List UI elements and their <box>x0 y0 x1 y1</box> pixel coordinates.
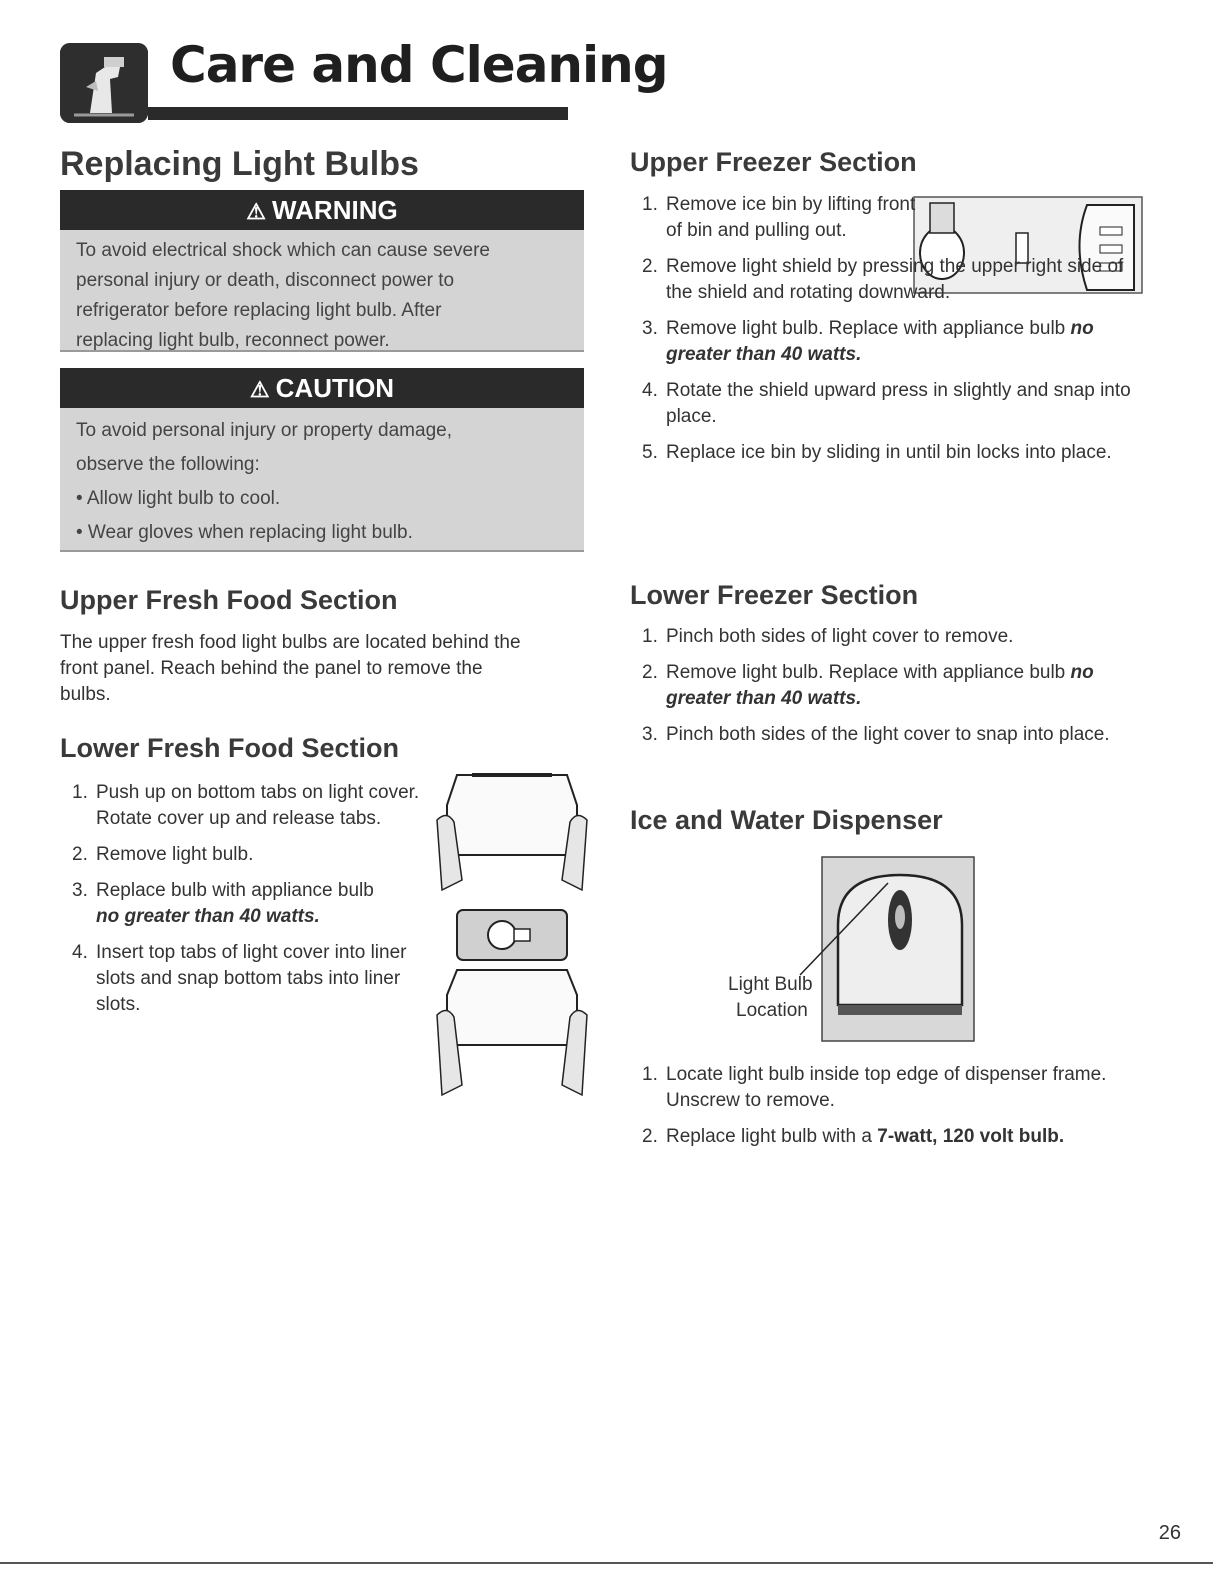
step-number: 2. <box>642 256 658 277</box>
list-item <box>60 940 435 1018</box>
callout-location: Location <box>736 1000 808 1021</box>
spray-cleaner-icon <box>60 43 148 123</box>
step-text: Pinch both sides of light cover to remove. <box>666 626 1014 647</box>
caution-line: observe the following: <box>76 454 260 475</box>
page-number: 26 <box>1158 1522 1181 1544</box>
warning-heading-bar <box>60 190 584 230</box>
page-header-title: Care and Cleaning <box>170 36 668 94</box>
step-text: Remove ice bin by lifting front of bin and pulling out. <box>666 194 916 241</box>
header-underline <box>148 107 568 120</box>
warning-box <box>60 190 584 352</box>
callout-light-bulb: Light Bulb <box>728 974 813 995</box>
upper-freezer-steps <box>630 192 1150 476</box>
step-text: Replace bulb with appliance bulb <box>96 880 374 901</box>
step-number: 3. <box>642 318 658 339</box>
step-text: Remove light bulb. <box>96 844 254 865</box>
step-text: Push up on bottom tabs on light cover. Rotate cover up and release tabs. <box>96 782 420 829</box>
main-title: Replacing Light Bulbs <box>60 145 419 183</box>
upper-freezer-heading: Upper Freezer Section <box>630 147 917 177</box>
step-emphasis: no greater than 40 watts. <box>666 318 1094 365</box>
dispenser-steps <box>630 1062 1150 1160</box>
step-number: 2. <box>72 844 88 865</box>
step-number: 3. <box>642 724 658 745</box>
step-number: 2. <box>642 662 658 683</box>
step-text: Replace ice bin by sliding in until bin locks into place. <box>666 442 1112 463</box>
list-item <box>60 780 435 832</box>
list-item <box>630 1124 1150 1150</box>
warning-triangle-icon: ⚠ <box>246 199 267 224</box>
step-emphasis: no greater than 40 watts. <box>96 906 320 927</box>
step-emphasis: 7-watt, 120 volt bulb. <box>877 1126 1065 1147</box>
upper-fresh-heading: Upper Fresh Food Section <box>60 585 398 615</box>
upper-fresh-line: The upper fresh food light bulbs are located behind the <box>60 632 521 653</box>
step-text: Locate light bulb inside top edge of dispenser frame. Unscrew to remove. <box>666 1064 1107 1111</box>
page-bottom-rule <box>0 1562 1213 1564</box>
step-text: Rotate the shield upward press in slightly and snap into place. <box>666 380 1131 427</box>
list-item <box>630 192 916 244</box>
step-number: 4. <box>72 942 88 963</box>
list-item <box>630 1062 1150 1114</box>
step-text: Remove light shield by pressing the upper right side of the shield and rotating downward. <box>666 256 1124 303</box>
warning-line: replacing light bulb, reconnect power. <box>76 330 390 351</box>
step-text: Remove light bulb. Replace with appliance bulb <box>666 662 1066 683</box>
list-item <box>630 316 1150 368</box>
step-emphasis: no greater than 40 watts. <box>666 662 1094 709</box>
list-item <box>630 624 1150 650</box>
lower-fresh-heading: Lower Fresh Food Section <box>60 733 400 763</box>
caution-line: To avoid personal injury or property damage, <box>76 420 452 441</box>
step-text: Replace light bulb with a <box>666 1126 872 1147</box>
lower-fresh-steps <box>60 780 435 1028</box>
light-cover-removal-illustration <box>432 760 592 1105</box>
step-text: Remove light bulb. Replace with appliance bulb <box>666 318 1066 339</box>
warning-heading: WARNING <box>272 195 398 225</box>
lower-freezer-steps <box>630 624 1150 758</box>
caution-box <box>60 368 584 552</box>
caution-line: • Wear gloves when replacing light bulb. <box>76 522 413 543</box>
caution-heading: CAUTION <box>275 373 395 403</box>
lower-freezer-heading: Lower Freezer Section <box>630 580 919 610</box>
caution-triangle-icon: ⚠ <box>249 377 270 402</box>
upper-fresh-text <box>60 630 590 708</box>
dispenser-heading: Ice and Water Dispenser <box>630 805 943 835</box>
warning-line: personal injury or death, disconnect power to <box>76 270 455 291</box>
dispenser-illustration <box>720 855 980 1050</box>
step-number: 2. <box>642 1126 658 1147</box>
step-number: 1. <box>642 194 658 215</box>
warning-line: To avoid electrical shock which can cause severe <box>76 240 490 261</box>
list-item <box>630 722 1150 748</box>
upper-fresh-line: bulbs. <box>60 684 111 705</box>
step-text: Insert top tabs of light cover into liner slots and snap bottom tabs into liner slots. <box>96 942 407 1015</box>
list-item <box>630 660 1150 712</box>
list-item <box>630 378 1150 430</box>
warning-line: refrigerator before replacing light bulb. After <box>76 300 442 321</box>
list-item <box>60 878 435 930</box>
step-number: 1. <box>642 1064 658 1085</box>
step-number: 4. <box>642 380 658 401</box>
caution-line: • Allow light bulb to cool. <box>76 488 281 509</box>
caution-heading-bar <box>60 368 584 408</box>
step-number: 3. <box>72 880 88 901</box>
step-number: 5. <box>642 442 658 463</box>
upper-fresh-line: front panel. Reach behind the panel to remove the <box>60 658 483 679</box>
step-text: Pinch both sides of the light cover to snap into place. <box>666 724 1110 745</box>
list-item <box>60 842 435 868</box>
step-number: 1. <box>72 782 88 803</box>
step-number: 1. <box>642 626 658 647</box>
list-item <box>630 254 1150 306</box>
list-item <box>630 440 1150 466</box>
